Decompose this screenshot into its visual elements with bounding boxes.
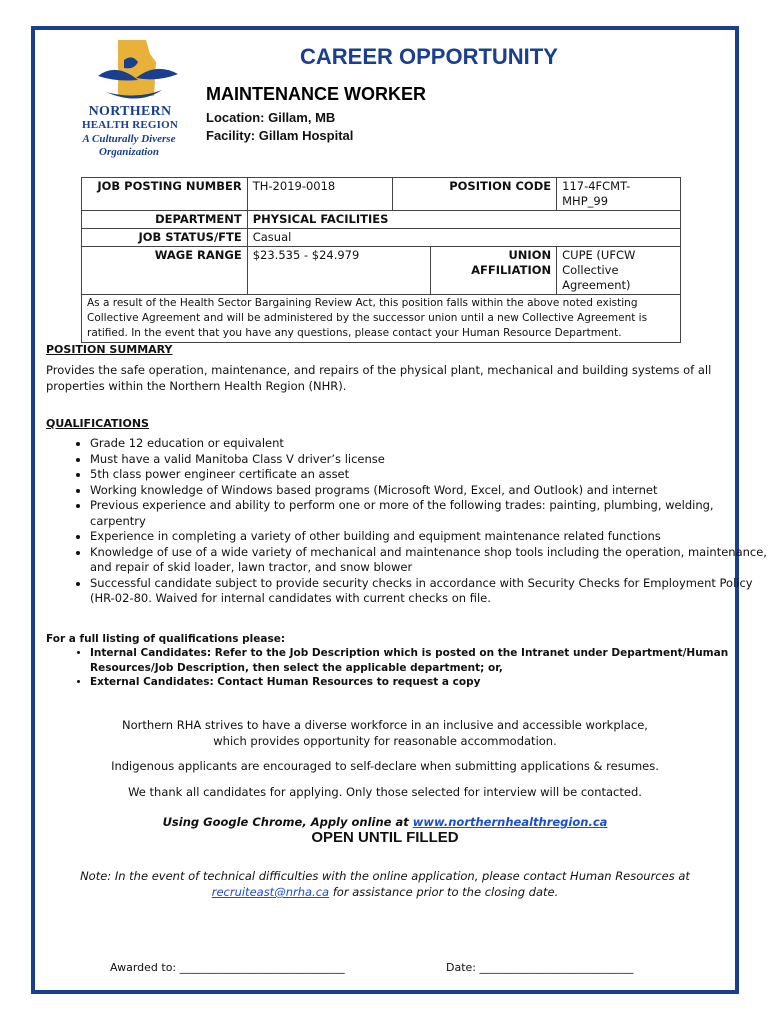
list-item: • 5th class power engineer certificate an asset: [90, 467, 770, 483]
job-title: MAINTENANCE WORKER: [206, 84, 426, 104]
job-status-value: Casual: [247, 229, 680, 247]
bargaining-note: As a result of the Health Sector Bargaining Review Act, this position falls within the above noted existing Collective Agreement and will be administered by the successor union until a new Collective Agreement is ratified. In the event that you have any questions, please contact your Human Resource Department.: [82, 295, 681, 343]
thanks-statement: We thank all candidates for applying. Only those selected for interview will be contacted.: [128, 785, 642, 799]
list-item: • Experience in completing a variety of other building and equipment maintenance related functions: [90, 529, 770, 545]
position-code-value: 117-4FCMT-MHP_99: [557, 178, 681, 211]
position-summary-heading: POSITION SUMMARY: [46, 343, 173, 356]
diversity-line2: which provides opportunity for reasonable accommodation.: [213, 734, 557, 748]
list-item: • Grade 12 education or equivalent: [90, 436, 770, 452]
diversity-statement: [31, 717, 739, 749]
list-item: • Knowledge of use of a wide variety of mechanical and maintenance shop tools including the operation, maintenance, and repair of skid loader, lawn tractor, and snow blower: [90, 545, 770, 576]
union-affiliation-value: CUPE (UFCW Collective Agreement): [557, 247, 681, 295]
job-posting-label: JOB POSTING NUMBER: [82, 178, 248, 211]
org-name-line1: NORTHERN: [88, 104, 172, 119]
apply-line: [31, 814, 739, 830]
date-line: Date: ____________________________: [446, 961, 634, 974]
awarded-to-line: Awarded to: ______________________________: [110, 961, 345, 974]
union-label-1: UNION: [508, 248, 552, 262]
table-row: [82, 295, 681, 343]
union-affiliation-label: [431, 247, 557, 295]
department-label: DEPARTMENT: [82, 211, 248, 229]
tagline-line2: Organization: [99, 146, 159, 158]
diversity-line1: Northern RHA strives to have a diverse workforce in an inclusive and accessible workplace,: [122, 718, 648, 732]
open-until-filled: OPEN UNTIL FILLED: [311, 829, 459, 846]
position-code-label: POSITION CODE: [393, 178, 557, 211]
list-item: • Working knowledge of Windows based programs (Microsoft Word, Excel, and Outlook) and internet: [90, 483, 770, 499]
job-status-label: JOB STATUS/FTE: [82, 229, 248, 247]
wage-range-value: $23.535 - $24.979: [247, 247, 431, 295]
tagline-line1: A Culturally Diverse: [82, 133, 176, 145]
list-item: • Must have a valid Manitoba Class V driver’s license: [90, 452, 770, 468]
location: Location: Gillam, MB: [206, 110, 336, 125]
full-listing-heading: For a full listing of qualifications please:: [46, 633, 286, 645]
apply-link[interactable]: www.northernhealthregion.ca: [412, 815, 608, 829]
table-row: [82, 247, 681, 295]
list-item: • Successful candidate subject to provide security checks in accordance with Security Checks for Employment Policy (HR-02-80. Waived for internal candidates with current checks on file.: [90, 576, 770, 607]
job-info-table: [81, 177, 681, 343]
qualifications-heading: QUALIFICATIONS: [46, 417, 149, 430]
list-item: • External Candidates: Contact Human Resources to request a copy: [90, 675, 770, 690]
list-item: • Internal Candidates: Refer to the Job Description which is posted on the Intranet under Department/Human Resources/Job Description, then select the applicable department; or,: [90, 646, 770, 675]
recruit-email-link[interactable]: recruiteast@nrha.ca: [211, 885, 330, 899]
job-posting-value: TH-2019-0018: [247, 178, 393, 211]
technical-note-line2: for assistance prior to the closing date.: [329, 885, 559, 899]
table-row: [82, 229, 681, 247]
career-banner: CAREER OPPORTUNITY: [300, 44, 558, 69]
qualifications-list: [46, 436, 770, 607]
technical-note-line1: Note: In the event of technical difficulties with the online application, please contact Human Resources at: [80, 869, 690, 883]
org-tagline: [64, 133, 194, 159]
technical-note: [31, 868, 739, 900]
position-summary-text: Provides the safe operation, maintenance, and repairs of the physical plant, mechanical and building systems of all properties within the Northern Health Region (NHR).: [46, 363, 712, 393]
list-item: • Previous experience and ability to perform one or more of the following trades: painting, plumbing, welding, carpentry: [90, 498, 770, 529]
table-row: [82, 211, 681, 229]
table-row: [82, 178, 681, 211]
union-label-2: AFFILIATION: [471, 263, 552, 277]
facility: Facility: Gillam Hospital: [206, 128, 354, 143]
manitoba-shape: [118, 40, 156, 96]
department-value: PHYSICAL FACILITIES: [247, 211, 680, 229]
indigenous-statement: Indigenous applicants are encouraged to self-declare when submitting applications & resumes.: [111, 759, 659, 773]
apply-prefix: Using Google Chrome, Apply online at: [162, 815, 413, 829]
wage-range-label: WAGE RANGE: [82, 247, 248, 295]
full-listing-list: [46, 646, 770, 690]
org-name-line2: HEALTH REGION: [81, 119, 179, 131]
org-name: [70, 104, 190, 132]
location-block: [206, 109, 353, 145]
